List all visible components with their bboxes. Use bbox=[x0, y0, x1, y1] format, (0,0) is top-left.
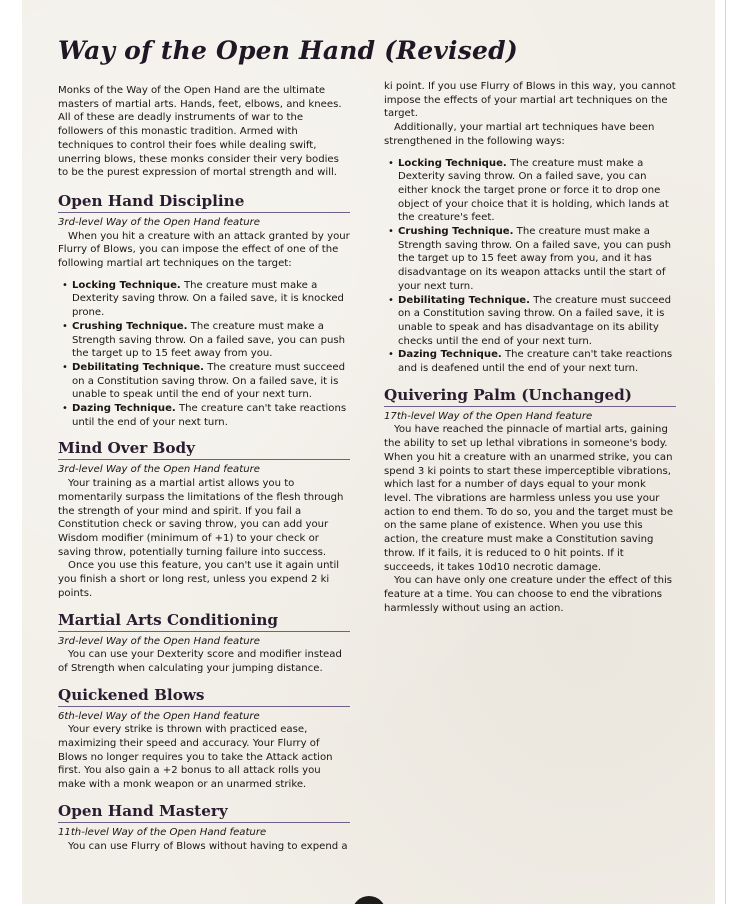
left-column bbox=[58, 84, 350, 853]
body-open-hand-mastery-2: Additionally, your martial art techniques have been strengthened in the following ways: bbox=[384, 122, 655, 147]
body-mind-over-body-2: Once you use this feature, you can't use it again until you finish a short or long rest, unless you expend 2 ki points. bbox=[58, 560, 340, 599]
body-open-hand-mastery-cont: ki point. If you use Flurry of Blows in this way, you cannot impose the effects of your martial art techniques on the target. bbox=[384, 81, 676, 120]
mastery-technique-list bbox=[384, 157, 676, 376]
list-item: • Dazing Technique. The creature can't take reactions until the end of your next turn. bbox=[72, 402, 350, 429]
document-page bbox=[22, 0, 726, 904]
heading-open-hand-discipline: Open Hand Discipline bbox=[58, 192, 350, 213]
level-martial-arts-conditioning: 3rd-level Way of the Open Hand feature bbox=[58, 635, 260, 647]
level-open-hand-discipline: 3rd-level Way of the Open Hand feature bbox=[58, 216, 260, 228]
body-open-hand-discipline: When you hit a creature with an attack granted by your Flurry of Blows, you can impose the effect of one of the following martial art techniques on the target: bbox=[58, 230, 350, 270]
heading-martial-arts-conditioning: Martial Arts Conditioning bbox=[58, 611, 350, 632]
body-quivering-palm-2: You can have only one creature under the effect of this feature at a time. You can choose to end the vibrations harmlessly without using an action. bbox=[384, 575, 673, 614]
level-mind-over-body: 3rd-level Way of the Open Hand feature bbox=[58, 464, 260, 476]
page-title: Way of the Open Hand (Revised) bbox=[58, 36, 518, 65]
level-open-hand-mastery: 11th-level Way of the Open Hand feature bbox=[58, 826, 267, 838]
page-footer-emblem bbox=[352, 896, 386, 904]
technique-list bbox=[58, 279, 350, 430]
body-martial-arts-conditioning: You can use your Dexterity score and modifier instead of Strength when calculating your jumping distance. bbox=[58, 649, 342, 674]
intro-paragraph: Monks of the Way of the Open Hand are the ultimate masters of martial arts. Hands, feet, elbows, and knees. All of these are deadly instruments of war to the followers of this monastic tradition. Armed with techniques to control their foes while dealing swift, unerring blows, these monks consider their very bodies to be the purest expression of mortal strength and will. bbox=[58, 85, 342, 179]
list-item: • Locking Technique. The creature must make a Dexterity saving throw. On a failed save, you can either knock the target prone or force it to drop one object of your choice that it is holding, which lands at the creature's feet. bbox=[398, 157, 676, 226]
list-item: • Debilitating Technique. The creature must succeed on a Constitution saving throw. On a failed save, it is unable to speak and has disadvantage on its ability checks until the end of your next turn. bbox=[398, 294, 676, 349]
right-column bbox=[384, 80, 676, 615]
body-quickened-blows: Your every strike is thrown with practiced ease, maximizing their speed and accuracy. Your Flurry of Blows no longer requires you to take the Attack action first. You also gain a +2 bonus to all attack rolls you make with a monk weapon or an unarmed strike. bbox=[58, 724, 333, 791]
heading-mind-over-body: Mind Over Body bbox=[58, 439, 350, 460]
list-item: • Crushing Technique. The creature must make a Strength saving throw. On a failed save, you can push the target up to 15 feet away from you. bbox=[72, 320, 350, 361]
body-open-hand-mastery: You can use Flurry of Blows without having to expend a bbox=[68, 840, 348, 852]
heading-quickened-blows: Quickened Blows bbox=[58, 686, 350, 707]
body-quivering-palm: You have reached the pinnacle of martial arts, gaining the ability to set up lethal vibrations in someone's body. When you hit a creature with an unarmed strike, you can spend 3 ki points to start these imperceptible vibrations, which last for a number of days equal to your monk level. The vibrations are harmless unless you use your action to end them. To do so, you and the target must be on the same plane of existence. When you use this action, the creature must make a Constitution saving throw. If it fails, it is reduced to 0 hit points. If it succeeds, it takes 10d10 necrotic damage. bbox=[384, 424, 674, 573]
heading-quivering-palm: Quivering Palm (Unchanged) bbox=[384, 386, 676, 407]
divider bbox=[725, 0, 726, 904]
list-item: • Dazing Technique. The creature can't take reactions and is deafened until the end of your next turn. bbox=[398, 348, 676, 375]
level-quivering-palm: 17th-level Way of the Open Hand feature bbox=[384, 410, 593, 422]
list-item: • Debilitating Technique. The creature must succeed on a Constitution saving throw. On a failed save, it is unable to speak until the end of your next turn. bbox=[72, 361, 350, 402]
body-mind-over-body: Your training as a martial artist allows you to momentarily surpass the limitations of the flesh through the strength of your mind and spirit. If you fail a Constitution check or saving throw, you can add your Wisdom modifier (minimum of +1) to your check or saving throw, potentially turning failure into success. bbox=[58, 478, 344, 558]
heading-open-hand-mastery: Open Hand Mastery bbox=[58, 802, 350, 823]
level-quickened-blows: 6th-level Way of the Open Hand feature bbox=[58, 710, 260, 722]
list-item: • Crushing Technique. The creature must make a Strength saving throw. On a failed save, you can push the target up to 15 feet away from you, and it has disadvantage on its weapon attacks until the start of your next turn. bbox=[398, 225, 676, 294]
list-item: • Locking Technique. The creature must make a Dexterity saving throw. On a failed save, it is knocked prone. bbox=[72, 279, 350, 320]
